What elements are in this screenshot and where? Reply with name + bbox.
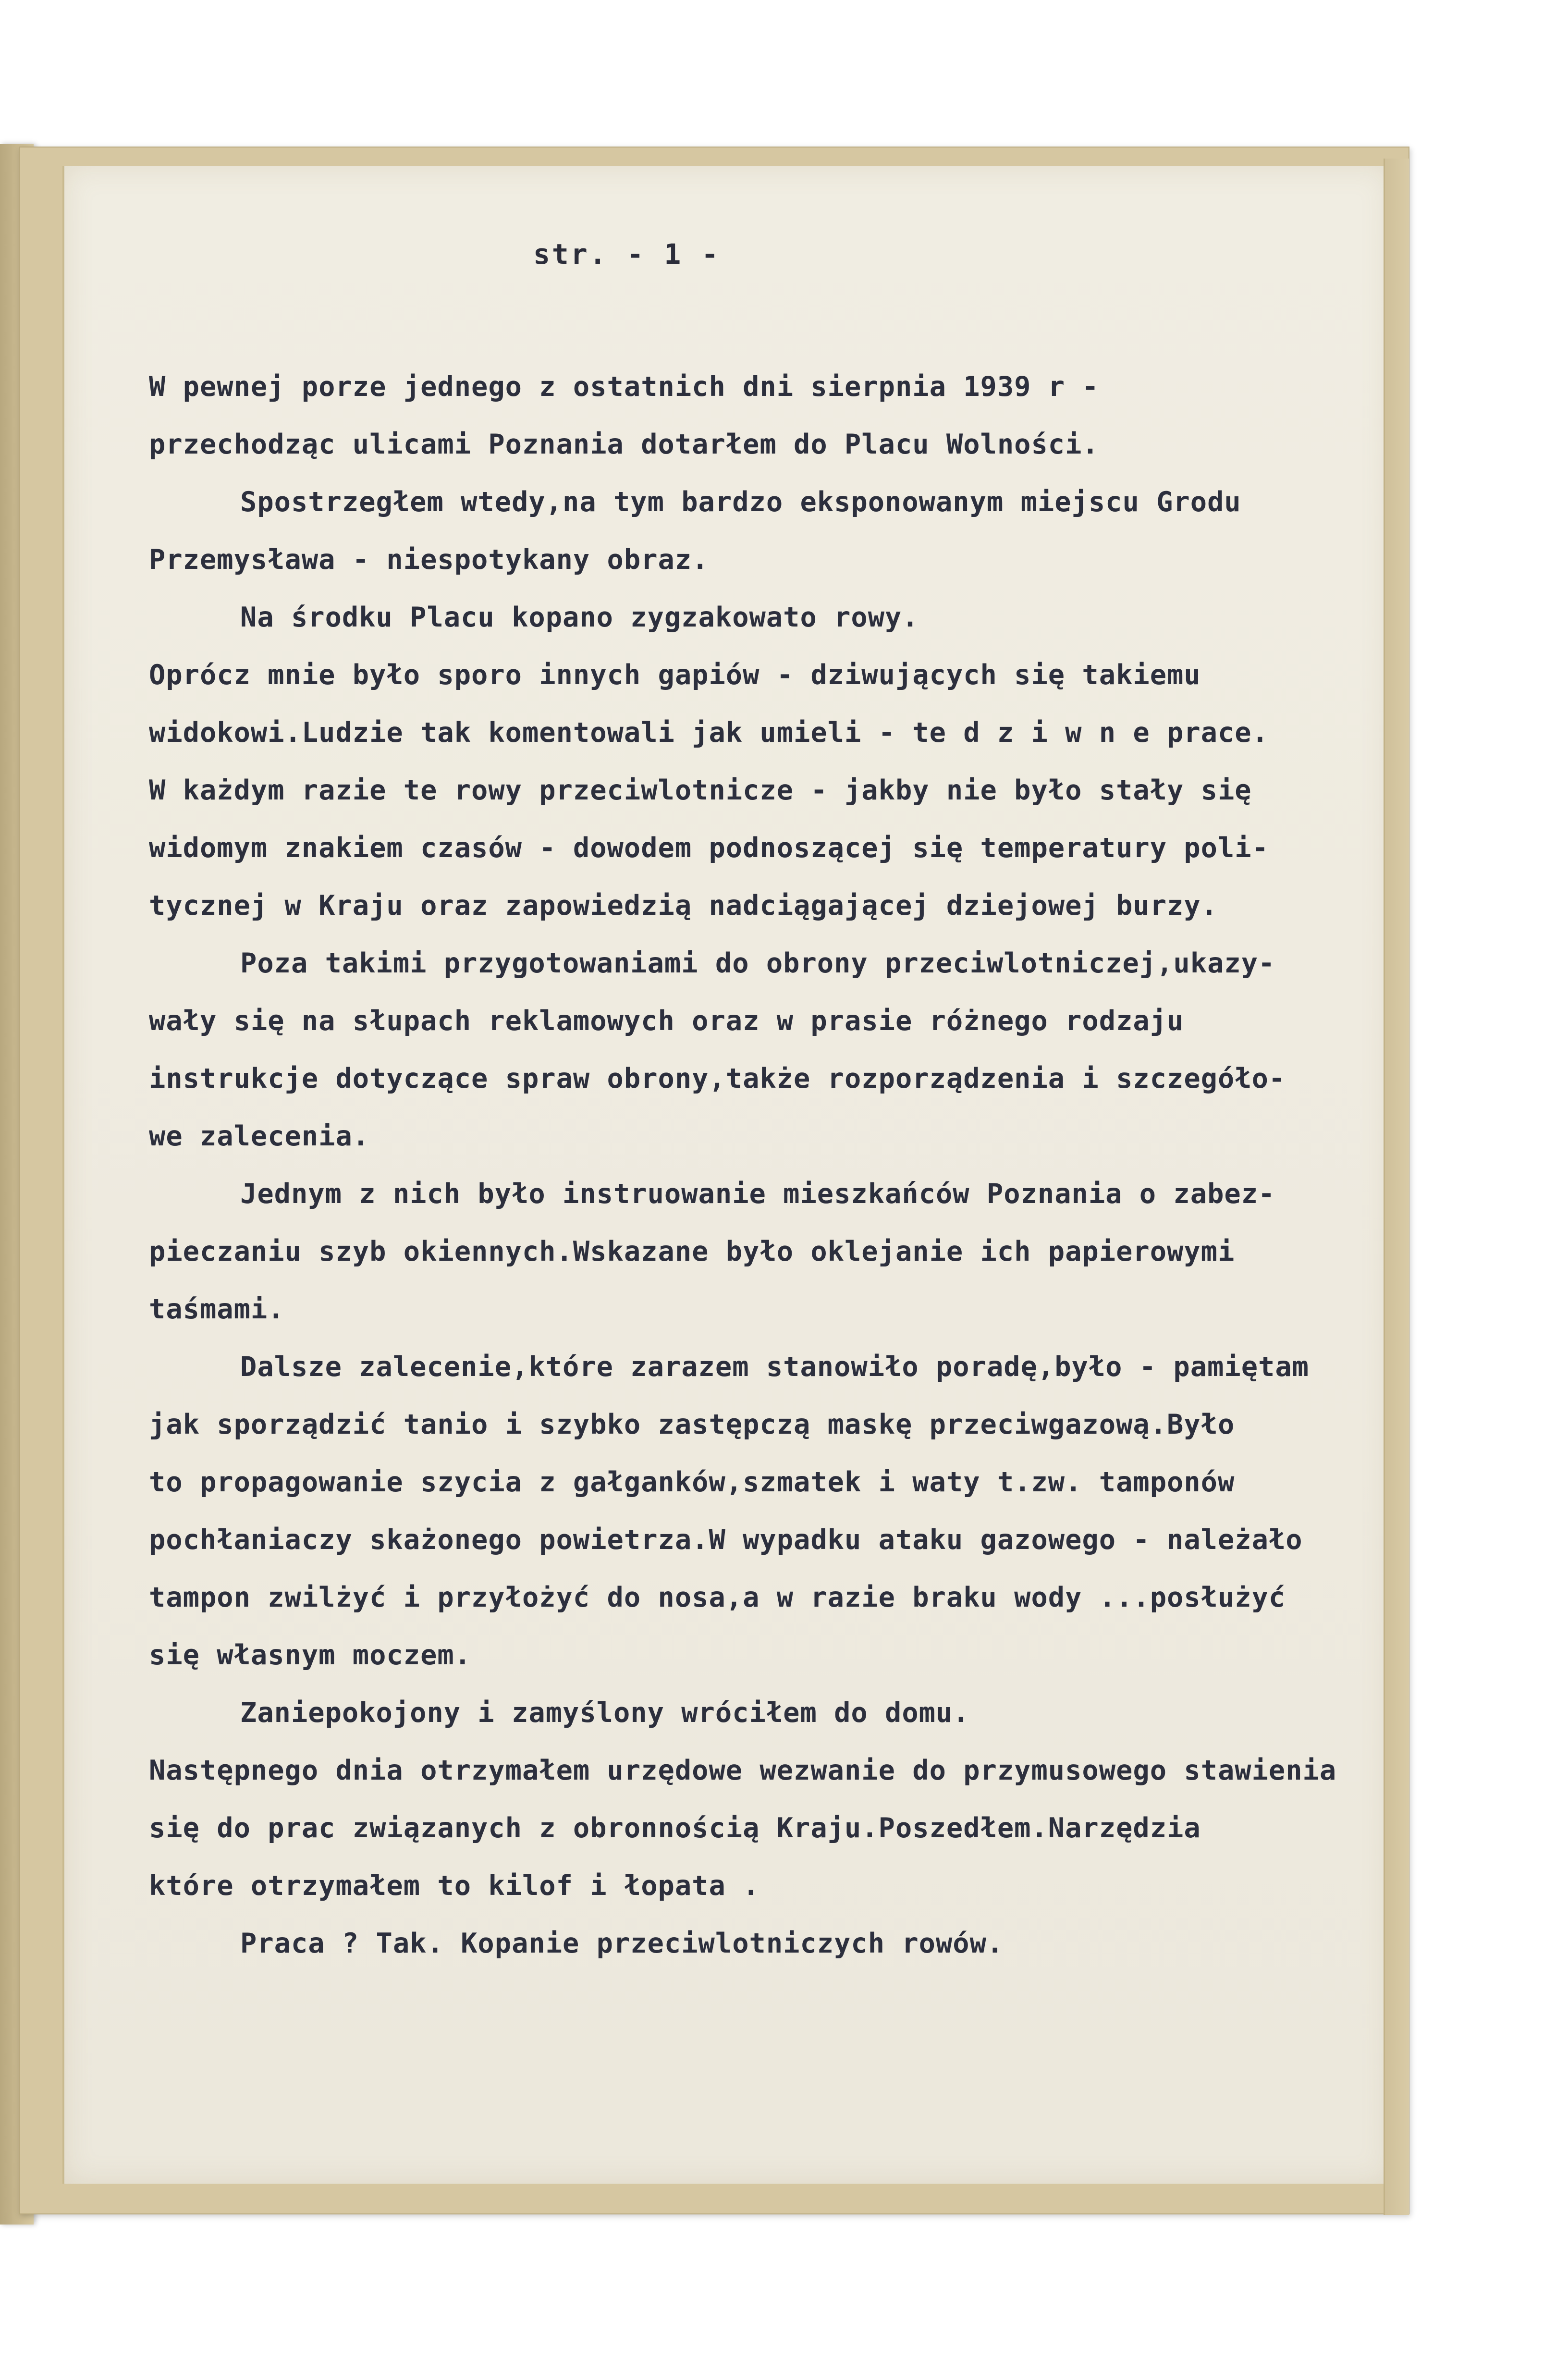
text-line: widomym znakiem czasów - dowodem podnoszącej się temperatury poli-: [149, 832, 1269, 864]
text-line: pochłaniaczy skażonego powietrza.W wypadku ataku gazowego - należało: [149, 1524, 1303, 1556]
text-line: W każdym razie te rowy przeciwlotnicze - jakby nie było stały się: [149, 774, 1252, 806]
page-number-header: str. - 1 -: [533, 238, 721, 270]
text-line: Jednym z nich było instruowanie mieszkańców Poznania o zabez-: [240, 1178, 1275, 1210]
text-line: jak sporządzić tanio i szybko zastępczą maskę przeciwgazową.Było: [149, 1409, 1235, 1440]
typewritten-body: [149, 358, 1398, 1972]
text-line: Dalsze zalecenie,które zarazem stanowiło poradę,było - pamiętam: [240, 1351, 1309, 1383]
text-line: tycznej w Kraju oraz zapowiedzią nadciągającej dziejowej burzy.: [149, 890, 1218, 922]
text-line: tampon zwilżyć i przyłożyć do nosa,a w razie braku wody ...posłużyć: [149, 1582, 1286, 1613]
text-line: Następnego dnia otrzymałem urzędowe wezwanie do przymusowego stawienia: [149, 1755, 1337, 1786]
text-line: które otrzymałem to kilof i łopata .: [149, 1870, 760, 1902]
text-line: Praca ? Tak. Kopanie przeciwlotniczych rowów.: [240, 1928, 1004, 1959]
text-line: instrukcje dotyczące spraw obrony,także rozporządzenia i szczegóło-: [149, 1063, 1286, 1094]
text-line: wały się na słupach reklamowych oraz w prasie różnego rodzaju: [149, 1005, 1184, 1037]
text-line: się do prac związanych z obronnością Kraju.Poszedłem.Narzędzia: [149, 1812, 1201, 1844]
text-line: Przemysława - niespotykany obraz.: [149, 544, 709, 576]
text-line: Na środku Placu kopano zygzakowato rowy.: [240, 602, 919, 633]
text-line: W pewnej porze jednego z ostatnich dni sierpnia 1939 r -: [149, 371, 1099, 403]
text-line: taśmami.: [149, 1293, 285, 1325]
text-line: pieczaniu szyb okiennych.Wskazane było oklejanie ich papierowymi: [149, 1236, 1235, 1267]
text-line: to propagowanie szycia z gałganków,szmatek i waty t.zw. tamponów: [149, 1466, 1235, 1498]
text-line: widokowi.Ludzie tak komentowali jak umieli - te d z i w n e prace.: [149, 717, 1269, 749]
text-line: się własnym moczem.: [149, 1639, 472, 1671]
text-line: we zalecenia.: [149, 1120, 370, 1152]
text-line: Zaniepokojony i zamyślony wróciłem do domu.: [240, 1697, 970, 1729]
text-line: Oprócz mnie było sporo innych gapiów - dziwujących się takiemu: [149, 659, 1201, 691]
text-line: Poza takimi przygotowaniami do obrony przeciwlotniczej,ukazy-: [240, 947, 1275, 979]
text-line: przechodząc ulicami Poznania dotarłem do Placu Wolności.: [149, 429, 1099, 460]
text-line: Spostrzegłem wtedy,na tym bardzo eksponowanym miejscu Grodu: [240, 486, 1241, 518]
